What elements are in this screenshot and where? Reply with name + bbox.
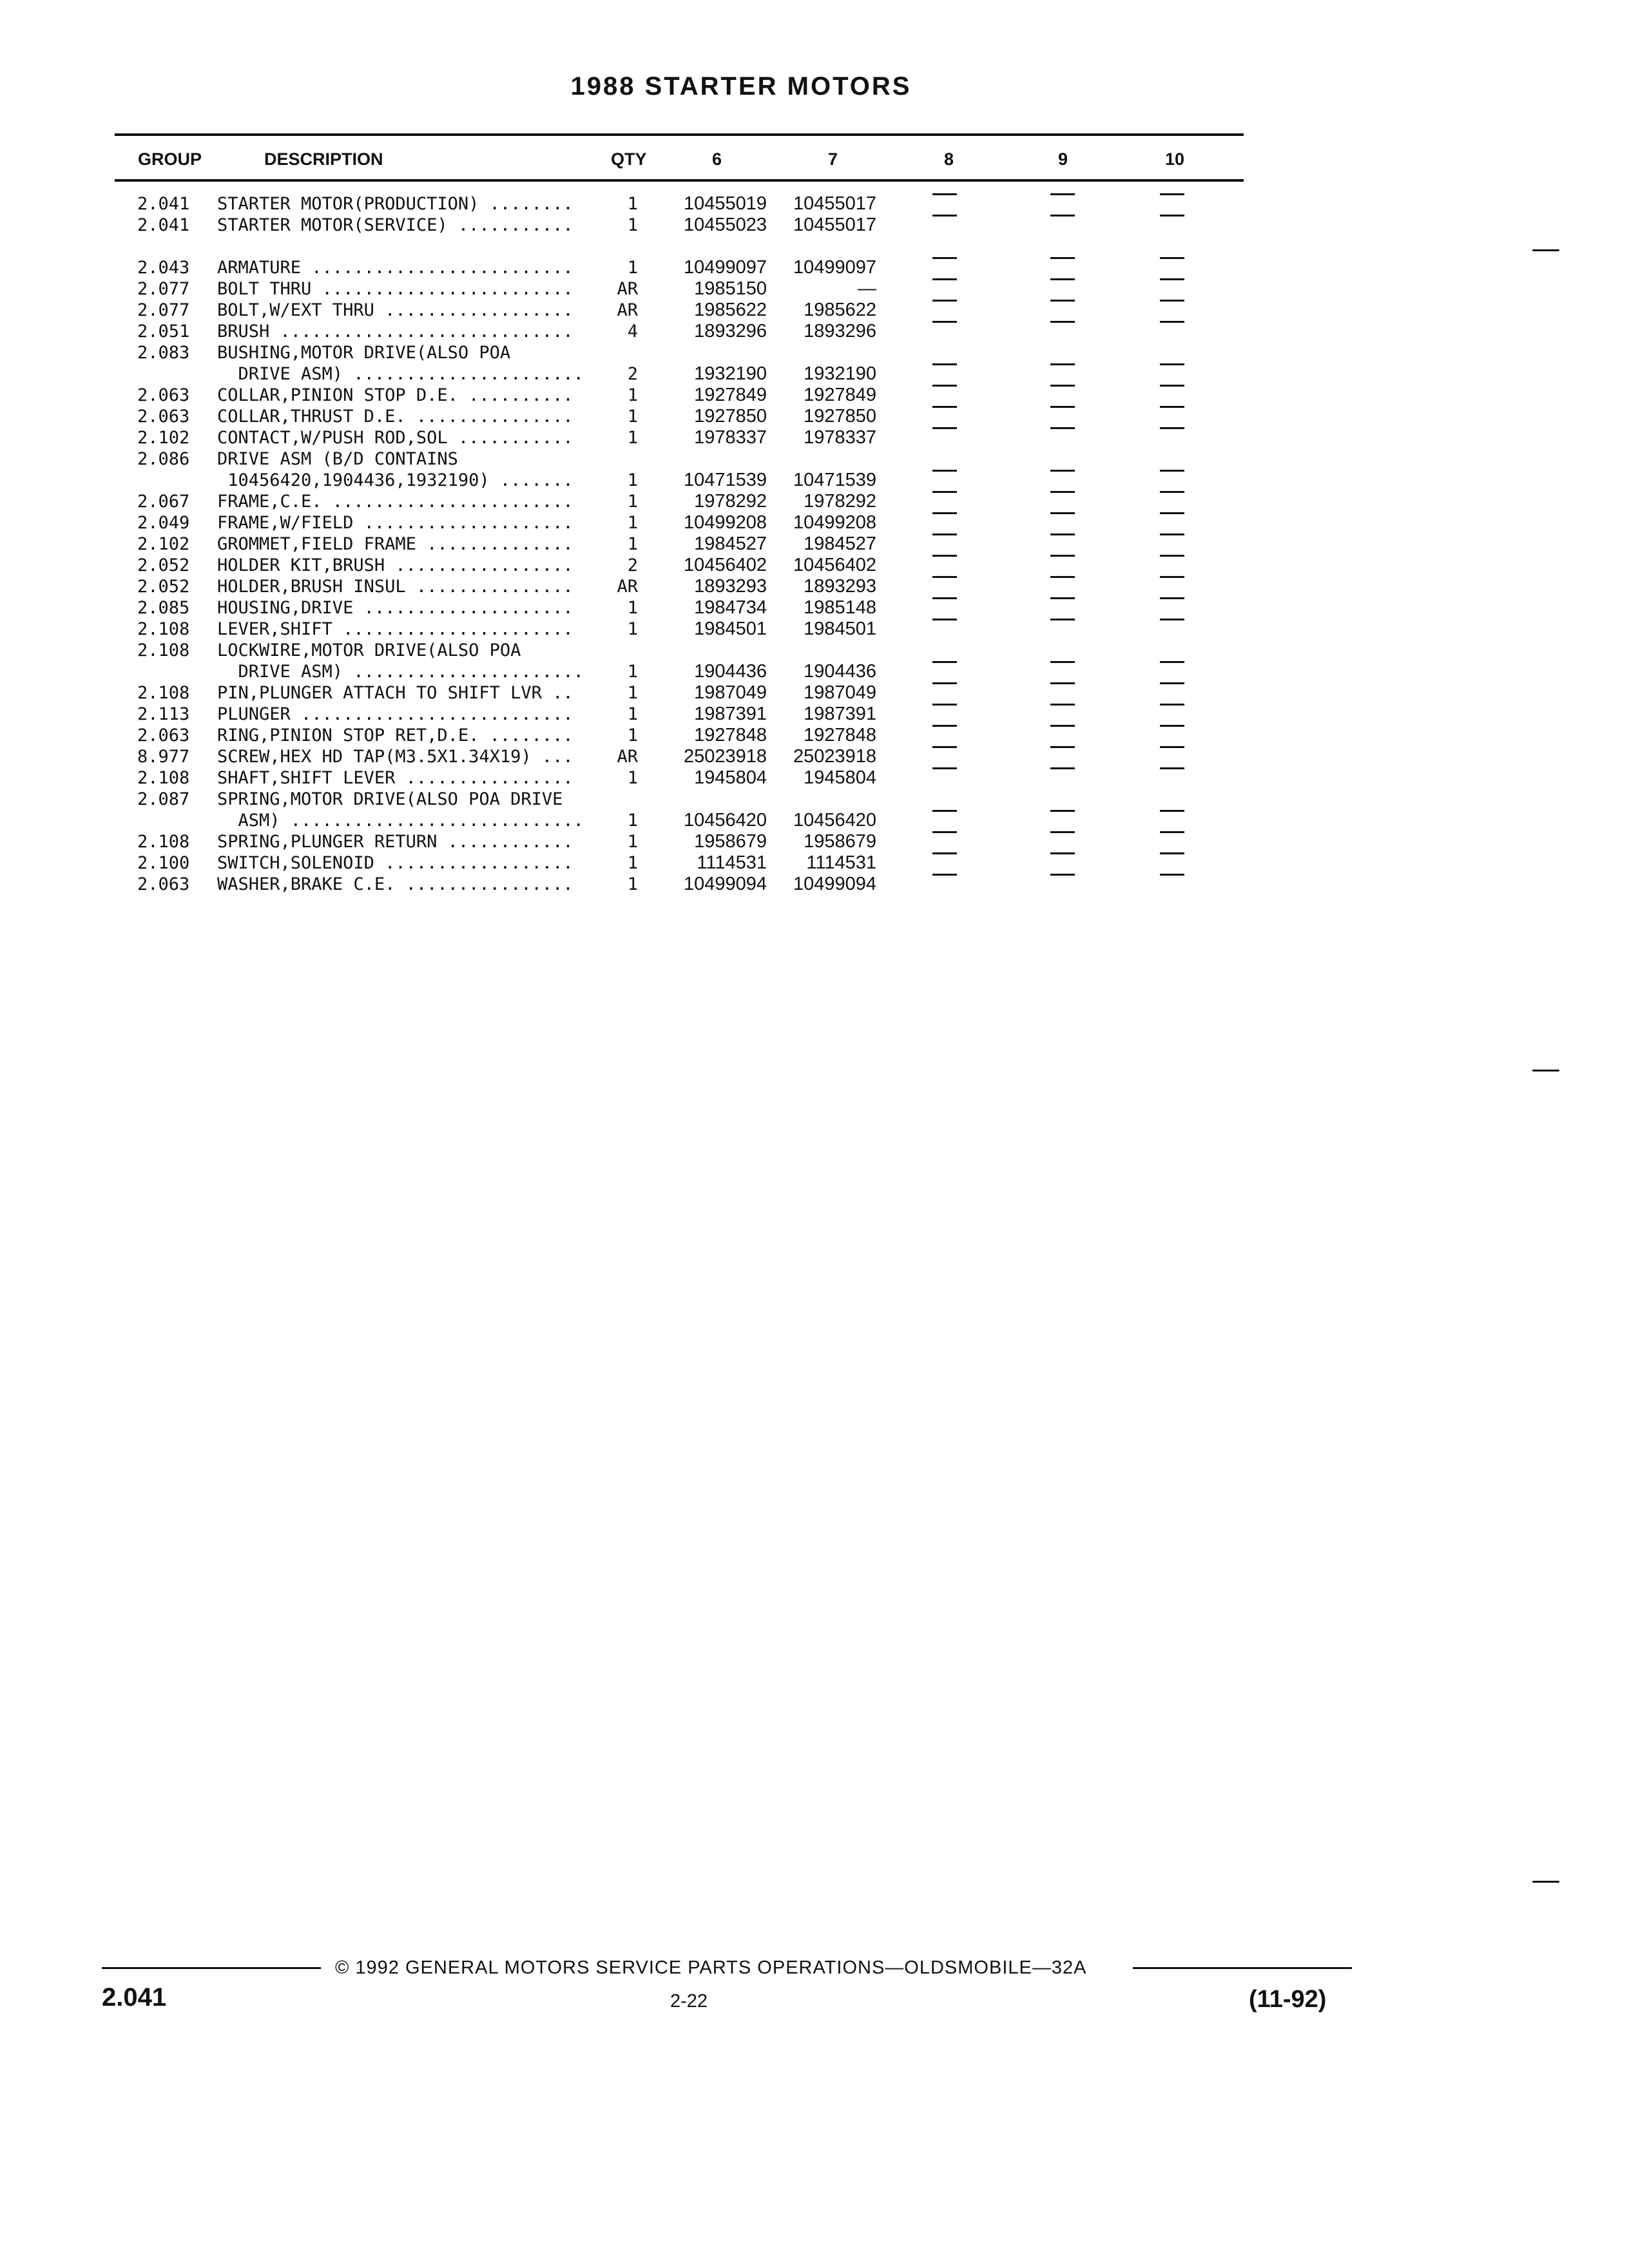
not-applicable-dash <box>1050 321 1075 323</box>
part-description: ARMATURE ......................... <box>217 258 574 278</box>
not-applicable-dash <box>932 746 957 748</box>
not-applicable-dash <box>1050 831 1075 833</box>
part-description: DRIVE ASM) ...................... <box>217 662 584 682</box>
header-col-9: 9 <box>1058 149 1068 169</box>
not-applicable-dash <box>932 363 957 365</box>
not-applicable-dash <box>1160 597 1184 599</box>
not-applicable-dash <box>1160 619 1184 620</box>
part-number-7: 1985622 <box>804 300 876 320</box>
not-applicable-dash <box>1050 852 1075 854</box>
part-group: 2.086 <box>137 449 190 469</box>
part-description: SPRING,MOTOR DRIVE(ALSO POA DRIVE <box>217 789 563 809</box>
part-description: BOLT,W/EXT THRU .................. <box>217 300 574 320</box>
part-qty: 1 <box>627 194 638 214</box>
part-description: FRAME,W/FIELD .................... <box>217 513 574 533</box>
table-row <box>0 278 1289 300</box>
header-col-7: 7 <box>828 149 838 169</box>
part-number-7: — <box>858 278 876 299</box>
not-applicable-dash <box>1050 682 1075 684</box>
part-description: BUSHING,MOTOR DRIVE(ALSO POA <box>217 343 511 363</box>
not-applicable-dash <box>1160 215 1184 216</box>
part-number-7: 1984501 <box>804 619 876 639</box>
part-group: 2.083 <box>137 343 190 363</box>
not-applicable-dash <box>1050 767 1075 769</box>
margin-mark <box>1532 1070 1559 1072</box>
part-description: RING,PINION STOP RET,D.E. ........ <box>217 726 574 745</box>
not-applicable-dash <box>1160 363 1184 365</box>
not-applicable-dash <box>1160 874 1184 876</box>
not-applicable-dash <box>1160 406 1184 408</box>
part-number-7: 1927849 <box>804 385 876 405</box>
part-number-7: 1987391 <box>804 704 876 724</box>
part-group: 2.043 <box>137 258 190 278</box>
not-applicable-dash <box>932 619 957 620</box>
header-col-6: 6 <box>712 149 722 169</box>
not-applicable-dash <box>1050 533 1075 535</box>
not-applicable-dash <box>1050 619 1075 620</box>
not-applicable-dash <box>1160 831 1184 833</box>
not-applicable-dash <box>1050 406 1075 408</box>
not-applicable-dash <box>1050 555 1075 557</box>
part-group: 2.049 <box>137 513 190 533</box>
not-applicable-dash <box>1160 257 1184 259</box>
not-applicable-dash <box>932 831 957 833</box>
part-qty: 1 <box>627 513 638 533</box>
not-applicable-dash <box>932 555 957 557</box>
header-col-10: 10 <box>1165 149 1185 169</box>
not-applicable-dash <box>932 406 957 408</box>
table-row <box>0 852 1289 874</box>
part-number-6: 1985622 <box>694 300 767 320</box>
part-number-6: 1978337 <box>694 427 767 448</box>
part-number-6: 1927850 <box>694 406 767 427</box>
not-applicable-dash <box>932 661 957 663</box>
part-number-6: 10456402 <box>683 555 767 575</box>
part-number-6: 1904436 <box>694 661 767 682</box>
part-qty: 1 <box>627 726 638 745</box>
footer-date-code: (11-92) <box>1249 1986 1327 2013</box>
not-applicable-dash <box>1050 597 1075 599</box>
header-bottom-rule <box>115 179 1244 182</box>
part-group: 2.108 <box>137 768 190 788</box>
part-group: 2.041 <box>137 215 190 235</box>
not-applicable-dash <box>1160 512 1184 514</box>
part-number-7: 10499097 <box>793 257 876 278</box>
not-applicable-dash <box>1160 767 1184 769</box>
part-qty: AR <box>617 577 638 597</box>
not-applicable-dash <box>1160 321 1184 323</box>
not-applicable-dash <box>1050 576 1075 578</box>
part-number-7: 1978337 <box>804 427 876 448</box>
not-applicable-dash <box>1160 533 1184 535</box>
part-description: PLUNGER .......................... <box>217 704 574 724</box>
table-row <box>0 831 1289 852</box>
not-applicable-dash <box>932 321 957 323</box>
table-row <box>0 640 1289 661</box>
part-number-7: 1945804 <box>804 767 876 788</box>
table-row <box>0 746 1289 767</box>
not-applicable-dash <box>1050 491 1075 493</box>
not-applicable-dash <box>1050 193 1075 195</box>
part-description: STARTER MOTOR(PRODUCTION) ........ <box>217 194 574 214</box>
part-group: 2.067 <box>137 492 190 512</box>
part-number-6: 1958679 <box>694 831 767 852</box>
footer-rule-right <box>1133 1967 1352 1969</box>
not-applicable-dash <box>1050 704 1075 706</box>
part-number-6: 1945804 <box>694 767 767 788</box>
part-number-6: 1114531 <box>697 852 767 873</box>
part-description: FRAME,C.E. ....................... <box>217 492 574 512</box>
not-applicable-dash <box>1160 746 1184 748</box>
part-number-7: 1984527 <box>804 533 876 554</box>
part-number-6: 10455023 <box>683 215 767 235</box>
not-applicable-dash <box>1160 278 1184 280</box>
part-number-6: 25023918 <box>683 746 767 767</box>
part-group: 2.108 <box>137 832 190 852</box>
header-group: GROUP <box>138 149 202 169</box>
part-number-7: 1904436 <box>804 661 876 682</box>
part-description: BOLT THRU ........................ <box>217 279 574 299</box>
table-row <box>0 448 1289 470</box>
not-applicable-dash <box>932 533 957 535</box>
not-applicable-dash <box>932 810 957 812</box>
table-row <box>0 810 1289 831</box>
part-number-7: 10499208 <box>793 512 876 533</box>
part-qty: 1 <box>627 534 638 554</box>
part-number-7: 10456420 <box>793 810 876 831</box>
part-group: 2.087 <box>137 789 190 809</box>
table-row <box>0 470 1289 491</box>
not-applicable-dash <box>932 300 957 302</box>
table-row <box>0 342 1289 363</box>
table-row <box>0 512 1289 533</box>
table-row <box>0 619 1289 640</box>
part-group: 2.063 <box>137 726 190 745</box>
table-row <box>0 257 1289 278</box>
part-number-6: 10455019 <box>683 193 767 214</box>
part-description: LOCKWIRE,MOTOR DRIVE(ALSO POA <box>217 640 521 660</box>
part-description: SHAFT,SHIFT LEVER ................ <box>217 768 574 788</box>
part-qty: 2 <box>627 555 638 575</box>
table-row <box>0 682 1289 704</box>
part-number-6: 1984734 <box>694 597 767 618</box>
not-applicable-dash <box>932 682 957 684</box>
part-number-7: 1958679 <box>804 831 876 852</box>
not-applicable-dash <box>1160 193 1184 195</box>
part-number-6: 1987391 <box>694 704 767 724</box>
part-number-7: 10455017 <box>793 215 876 235</box>
page-title: 1988 STARTER MOTORS <box>570 72 912 101</box>
part-qty: AR <box>617 300 638 320</box>
not-applicable-dash <box>1050 874 1075 876</box>
table-row <box>0 874 1289 895</box>
part-group: 2.108 <box>137 640 190 660</box>
part-group: 2.085 <box>137 598 190 618</box>
part-number-7: 25023918 <box>793 746 876 767</box>
part-qty: 2 <box>627 364 638 384</box>
part-number-7: 1985148 <box>804 597 876 618</box>
part-qty: 1 <box>627 619 638 639</box>
not-applicable-dash <box>932 874 957 876</box>
header-qty: QTY <box>611 149 647 169</box>
not-applicable-dash <box>1050 470 1075 472</box>
part-number-6: 10456420 <box>683 810 767 831</box>
not-applicable-dash <box>1160 661 1184 663</box>
table-row <box>0 363 1289 385</box>
part-qty: 1 <box>627 258 638 278</box>
part-qty: 1 <box>627 598 638 618</box>
part-group: 2.077 <box>137 279 190 299</box>
part-number-7: 10456402 <box>793 555 876 575</box>
part-group: 2.102 <box>137 428 190 448</box>
not-applicable-dash <box>932 704 957 706</box>
part-qty: AR <box>617 747 638 767</box>
part-qty: 1 <box>627 662 638 682</box>
not-applicable-dash <box>1160 385 1184 387</box>
part-description: GROMMET,FIELD FRAME .............. <box>217 534 574 554</box>
table-row <box>0 576 1289 597</box>
not-applicable-dash <box>1050 512 1075 514</box>
part-number-7: 1114531 <box>806 852 876 873</box>
part-qty: 1 <box>627 768 638 788</box>
table-row <box>0 193 1289 215</box>
header-top-rule <box>115 133 1244 136</box>
not-applicable-dash <box>1160 300 1184 302</box>
not-applicable-dash <box>1160 704 1184 706</box>
part-group: 2.113 <box>137 704 190 724</box>
part-group: 2.108 <box>137 619 190 639</box>
part-group: 2.063 <box>137 385 190 405</box>
table-row <box>0 661 1289 682</box>
part-number-6: 1984501 <box>694 619 767 639</box>
table-row <box>0 555 1289 576</box>
part-group: 2.052 <box>137 577 190 597</box>
not-applicable-dash <box>1160 852 1184 854</box>
part-qty: 1 <box>627 215 638 235</box>
part-description: SPRING,PLUNGER RETURN ............ <box>217 832 574 852</box>
footer-copyright: © 1992 GENERAL MOTORS SERVICE PARTS OPERATIONS—OLDSMOBILE—32A <box>335 1957 1087 1978</box>
part-number-7: 1987049 <box>804 682 876 703</box>
table-row <box>0 533 1289 555</box>
not-applicable-dash <box>1050 661 1075 663</box>
part-number-6: 10499097 <box>683 257 767 278</box>
part-qty: 1 <box>627 428 638 448</box>
table-row <box>0 597 1289 619</box>
not-applicable-dash <box>1050 215 1075 216</box>
part-description: BRUSH ............................ <box>217 322 574 341</box>
part-qty: 1 <box>627 853 638 873</box>
not-applicable-dash <box>932 512 957 514</box>
part-group: 2.041 <box>137 194 190 214</box>
part-group: 2.063 <box>137 874 190 894</box>
part-number-7: 1893293 <box>804 576 876 597</box>
part-number-6: 10499208 <box>683 512 767 533</box>
part-description: 10456420,1904436,1932190) ....... <box>217 470 574 490</box>
part-description: CONTACT,W/PUSH ROD,SOL ........... <box>217 428 574 448</box>
not-applicable-dash <box>1050 363 1075 365</box>
not-applicable-dash <box>932 427 957 429</box>
header-col-8: 8 <box>944 149 954 169</box>
not-applicable-dash <box>1050 300 1075 302</box>
table-row <box>0 427 1289 448</box>
part-number-6: 1984527 <box>694 533 767 554</box>
footer-rule-left <box>102 1967 321 1969</box>
not-applicable-dash <box>1160 555 1184 557</box>
not-applicable-dash <box>932 597 957 599</box>
margin-mark <box>1532 1881 1559 1883</box>
part-description: COLLAR,PINION STOP D.E. .......... <box>217 385 574 405</box>
not-applicable-dash <box>932 491 957 493</box>
not-applicable-dash <box>1050 746 1075 748</box>
part-qty: 1 <box>627 385 638 405</box>
table-row <box>0 236 1289 257</box>
part-number-7: 1932190 <box>804 363 876 384</box>
part-description: COLLAR,THRUST D.E. ............... <box>217 407 574 427</box>
part-description: ASM) ............................ <box>217 811 584 831</box>
part-qty: 1 <box>627 811 638 831</box>
part-qty: 1 <box>627 470 638 490</box>
part-number-7: 10499094 <box>793 874 876 894</box>
part-qty: 1 <box>627 407 638 427</box>
part-description: STARTER MOTOR(SERVICE) ........... <box>217 215 574 235</box>
not-applicable-dash <box>1160 576 1184 578</box>
footer-page-number: 2-22 <box>670 1991 708 2012</box>
part-qty: 1 <box>627 832 638 852</box>
part-description: HOUSING,DRIVE .................... <box>217 598 574 618</box>
table-row <box>0 789 1289 810</box>
table-row <box>0 767 1289 789</box>
part-description: WASHER,BRAKE C.E. ................ <box>217 874 574 894</box>
part-qty: 1 <box>627 492 638 512</box>
part-group: 2.052 <box>137 555 190 575</box>
not-applicable-dash <box>1160 427 1184 429</box>
footer-section-number: 2.041 <box>102 1983 167 2012</box>
part-description: LEVER,SHIFT ...................... <box>217 619 574 639</box>
not-applicable-dash <box>1160 725 1184 727</box>
part-number-6: 1927848 <box>694 725 767 745</box>
not-applicable-dash <box>932 852 957 854</box>
part-description: SCREW,HEX HD TAP(M3.5X1.34X19) ... <box>217 747 574 767</box>
part-qty: 1 <box>627 683 638 703</box>
part-description: HOLDER,BRUSH INSUL ............... <box>217 577 574 597</box>
not-applicable-dash <box>932 193 957 195</box>
not-applicable-dash <box>932 725 957 727</box>
part-group: 2.102 <box>137 534 190 554</box>
part-number-7: 1978292 <box>804 491 876 512</box>
part-description: SWITCH,SOLENOID .................. <box>217 853 574 873</box>
not-applicable-dash <box>1160 491 1184 493</box>
part-group: 2.077 <box>137 300 190 320</box>
not-applicable-dash <box>1160 470 1184 472</box>
not-applicable-dash <box>932 278 957 280</box>
part-qty: AR <box>617 279 638 299</box>
table-row <box>0 321 1289 342</box>
not-applicable-dash <box>932 385 957 387</box>
not-applicable-dash <box>1050 810 1075 812</box>
header-description: DESCRIPTION <box>264 149 383 169</box>
not-applicable-dash <box>932 257 957 259</box>
not-applicable-dash <box>932 576 957 578</box>
part-group: 2.108 <box>137 683 190 703</box>
margin-mark <box>1532 249 1559 251</box>
table-row <box>0 300 1289 321</box>
not-applicable-dash <box>1160 810 1184 812</box>
not-applicable-dash <box>932 470 957 472</box>
part-number-6: 1927849 <box>694 385 767 405</box>
part-group: 2.051 <box>137 322 190 341</box>
not-applicable-dash <box>932 767 957 769</box>
part-number-6: 1978292 <box>694 491 767 512</box>
part-number-6: 1985150 <box>694 278 767 299</box>
not-applicable-dash <box>932 215 957 216</box>
table-row <box>0 491 1289 512</box>
part-number-6: 1987049 <box>694 682 767 703</box>
part-number-6: 1893296 <box>694 321 767 341</box>
not-applicable-dash <box>1050 427 1075 429</box>
part-qty: 1 <box>627 874 638 894</box>
part-number-6: 1932190 <box>694 363 767 384</box>
table-row <box>0 215 1289 236</box>
part-number-7: 1893296 <box>804 321 876 341</box>
not-applicable-dash <box>1050 257 1075 259</box>
part-number-6: 1893293 <box>694 576 767 597</box>
not-applicable-dash <box>1160 682 1184 684</box>
part-group: 2.100 <box>137 853 190 873</box>
part-qty: 4 <box>627 322 638 341</box>
part-number-7: 1927850 <box>804 406 876 427</box>
table-row <box>0 704 1289 725</box>
part-number-7: 1927848 <box>804 725 876 745</box>
part-number-6: 10499094 <box>683 874 767 894</box>
part-description: HOLDER KIT,BRUSH ................. <box>217 555 574 575</box>
table-row <box>0 385 1289 406</box>
part-number-7: 10455017 <box>793 193 876 214</box>
part-description: DRIVE ASM (B/D CONTAINS <box>217 449 458 469</box>
part-number-7: 10471539 <box>793 470 876 490</box>
part-group: 8.977 <box>137 747 190 767</box>
not-applicable-dash <box>1050 278 1075 280</box>
part-description: PIN,PLUNGER ATTACH TO SHIFT LVR .. <box>217 683 574 703</box>
part-description: DRIVE ASM) ...................... <box>217 364 584 384</box>
part-number-6: 10471539 <box>683 470 767 490</box>
part-group: 2.063 <box>137 407 190 427</box>
table-row <box>0 725 1289 746</box>
part-qty: 1 <box>627 704 638 724</box>
not-applicable-dash <box>1050 385 1075 387</box>
not-applicable-dash <box>1050 725 1075 727</box>
table-row <box>0 406 1289 427</box>
